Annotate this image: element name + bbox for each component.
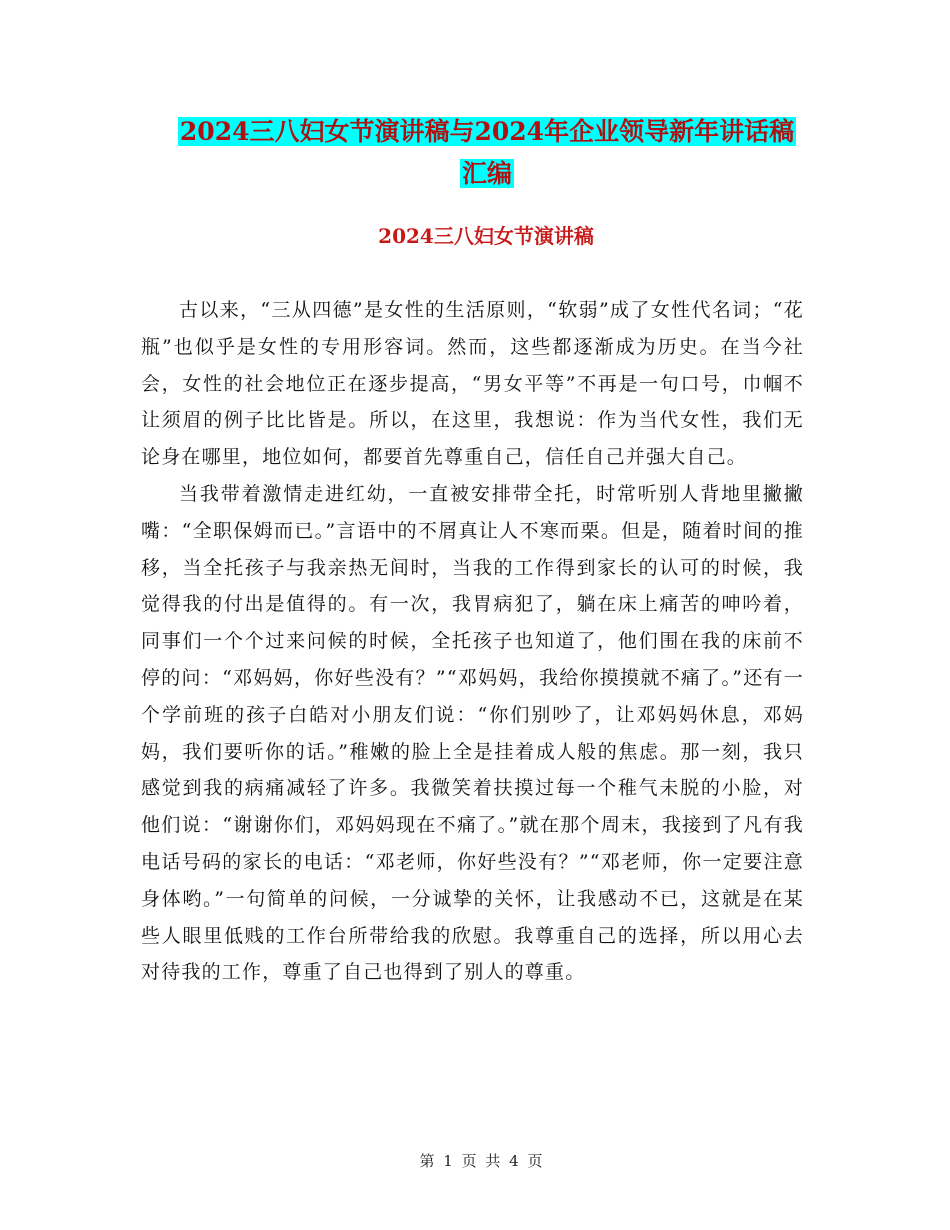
- document-title-line-2: [0, 152, 950, 196]
- paragraph: 古以来，“三从四德”是女性的生活原则，“软弱”成了女性代名词；“花瓶”也似乎是女性的专用形容词。然而，这些都逐渐成为历史。在当今社会，女性的社会地位正在逐步提高，“男女平等”不再是一句口号，巾帼不让须眉的例子比比皆是。所以，在这里，我想说：作为当代女性，我们无论身在哪里，地位如何，都要首先尊重自己，信任自己并强大自己。: [141, 299, 804, 469]
- paragraph: 当我带着激情走进红幼，一直被安排带全托，时常听别人背地里撇撇嘴：“全职保姆而已。”言语中的不屑真让人不寒而栗。但是，随着时间的推移，当全托孩子与我亲热无间时，当我的工作得到家长的认可的时候，我觉得我的付出是值得的。有一次，我胃病犯了，躺在床上痛苦的呻吟着，同事们一个个过来问候的时候，全托孩子也知道了，他们围在我的床前不停的问：“邓妈妈，你好些没有？”“邓妈妈，我给你摸摸就不痛了。”还有一个学前班的孩子白皓对小朋友们说：“你们别吵了，让邓妈妈休息，邓妈妈，我们要听你的话。”稚嫩的脸上全是挂着成人般的焦虑。那一刻，我只感觉到我的病痛减轻了许多。我微笑着扶摸过每一个稚气未脱的小脸，对他们说：“谢谢你们，邓妈妈现在不痛了。”就在那个周末，我接到了凡有我电话号码的家长的电话：“邓老师，你好些没有？”“邓老师，你一定要注意身体哟。”一句简单的问候，一分诚挚的关怀，让我感动不已，这就是在某些人眼里低贱的工作台所带给我的欣慰。我尊重自己的选择，所以用心去对待我的工作，尊重了自己也得到了别人的尊重。: [141, 482, 804, 984]
- section-title: 2024三八妇女节演讲稿: [378, 224, 594, 248]
- document-title-highlight-2: 汇编: [461, 159, 512, 188]
- document-title-line-1: [0, 110, 950, 154]
- page-footer: 第 1 页 共 4 页: [419, 1152, 545, 1170]
- document-title-highlight-1: 2024三八妇女节演讲稿与2024年企业领导新年讲话稿: [179, 117, 795, 146]
- body-text: [141, 292, 804, 991]
